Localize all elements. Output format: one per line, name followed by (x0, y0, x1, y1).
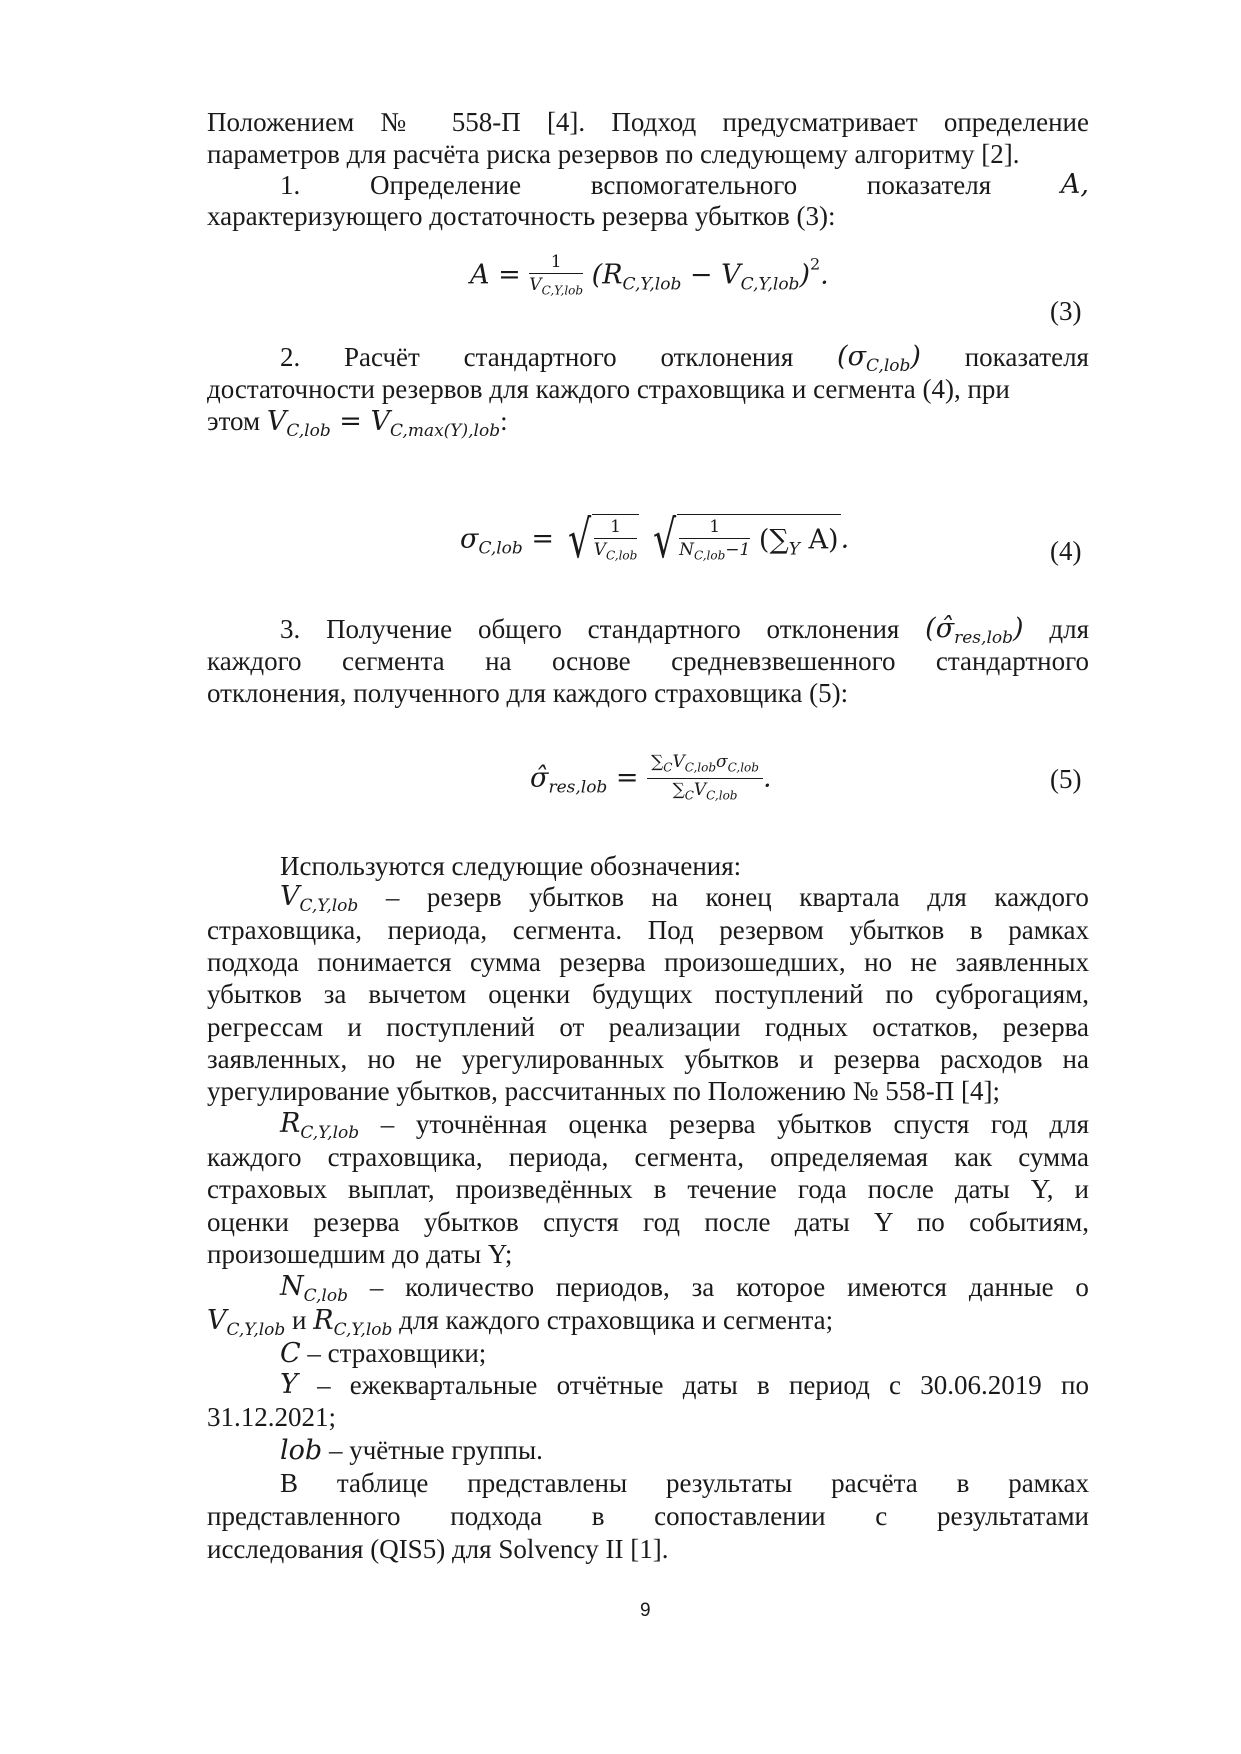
page-number: 9 (640, 1600, 651, 1621)
equation-number: (3) (1050, 296, 1082, 326)
paragraph-line: заявленных, но не урегулированных убытков и резерва расходов на (207, 1044, 1089, 1074)
paragraph-line: регрессам и поступлений от реализации годных остатков, резерва (207, 1012, 1089, 1042)
paragraph-line: C – страховщики; (280, 1338, 487, 1369)
paragraph-line: $N_{C,lob}$ – количество периодов, за которое имеются данные о (280, 1271, 1089, 1306)
equation-number: (5) (1050, 764, 1082, 794)
paragraph-line: $V_{C,Y,lob}$ и $R_{C,Y,lob}$ для каждого страховщика и сегмента; (207, 1305, 834, 1340)
paragraph-line: каждого сегмента на основе средневзвешенного стандартного (207, 646, 1089, 676)
paragraph-line: отклонения, полученного для каждого страховщика (5): (207, 678, 849, 708)
paragraph-line: достаточности резервов для каждого страховщика и сегмента (4), при (207, 374, 1010, 404)
paragraph-line: 2. Расчёт стандартного отклонения $(\sigma_{C,lob})$ показателя (280, 341, 1089, 376)
paragraph-line: урегулирование убытков, рассчитанных по Положению № 558-П [4]; (207, 1076, 1000, 1106)
paragraph-line: Используются следующие обозначения: (280, 851, 742, 881)
paragraph-line: 3. Получение общего стандартного отклонения $(\sigmâ_{res,lob})$ для (280, 613, 1089, 648)
paragraph-line: 31.12.2021; (207, 1402, 337, 1432)
paragraph-line: представленного подхода в сопоставлении с результатами (207, 1501, 1089, 1531)
paragraph-line: 1. Определение вспомогательного показателя A, (280, 169, 1089, 200)
paragraph-line: исследования (QIS5) для Solvency II [1]. (207, 1534, 669, 1564)
paragraph-line: lob – учётные группы. (280, 1435, 543, 1466)
paragraph-line: оценки резерва убытков спустя год после даты Y по событиям, (207, 1207, 1089, 1237)
equation-number: (4) (1050, 536, 1082, 566)
paragraph-line: В таблице представлены результаты расчёта в рамках (280, 1468, 1089, 1498)
paragraph-line: Положением № 558-П [4]. Подход предусматривает определение (207, 107, 1089, 137)
paragraph-line: $R_{C,Y,lob}$ – уточнённая оценка резерва убытков спустя год для (280, 1108, 1089, 1143)
paragraph-line: каждого страховщика, периода, сегмента, определяемая как сумма (207, 1142, 1089, 1172)
paragraph-line: параметров для расчёта риска резервов по следующему алгоритму [2]. (207, 139, 1020, 169)
paragraph-line: страховых выплат, произведённых в течение года после даты Y, и (207, 1174, 1089, 1204)
paragraph-line: произошедшим до даты Y; (207, 1239, 513, 1269)
equation-5: $\sigmâ_{res,lob}$ = $\frac{\sum_CV_{C,lob}\sigma_{C,lob}}{\sum_CV_{C,lob}}$ . (530, 752, 772, 803)
equation-3: A = $\frac{1}{V_{C,Y,lob}}$ $(R_{C,Y,lob} - V_{C,Y,lob})^2$. (470, 252, 829, 298)
paragraph-line: $V_{C,Y,lob}$ – резерв убытков на конец квартала для каждого (280, 881, 1089, 916)
equation-4: $\sigma_{C,lob}$ = √ $\frac{1}{V_{C,lob}}$ √ $\frac{1}{N_{C,lob}-1}$ ($\sum_Y$ A). (460, 510, 850, 570)
paragraph-line: страховщика, периода, сегмента. Под резервом убытков в рамках (207, 915, 1089, 945)
paragraph-line: убытков за вычетом оценки будущих поступлений по суброгациям, (207, 979, 1089, 1009)
paragraph-line: Y – ежеквартальные отчётные даты в период с 30.06.2019 по (280, 1369, 1089, 1400)
paragraph-line: характеризующего достаточность резерва убытков (3): (207, 201, 836, 231)
paragraph-line: подхода понимается сумма резерва произошедших, но не заявленных (207, 947, 1089, 977)
paragraph-line: этом $V_{C,lob} = V_{C,max(Y),lob}$: (207, 406, 508, 441)
